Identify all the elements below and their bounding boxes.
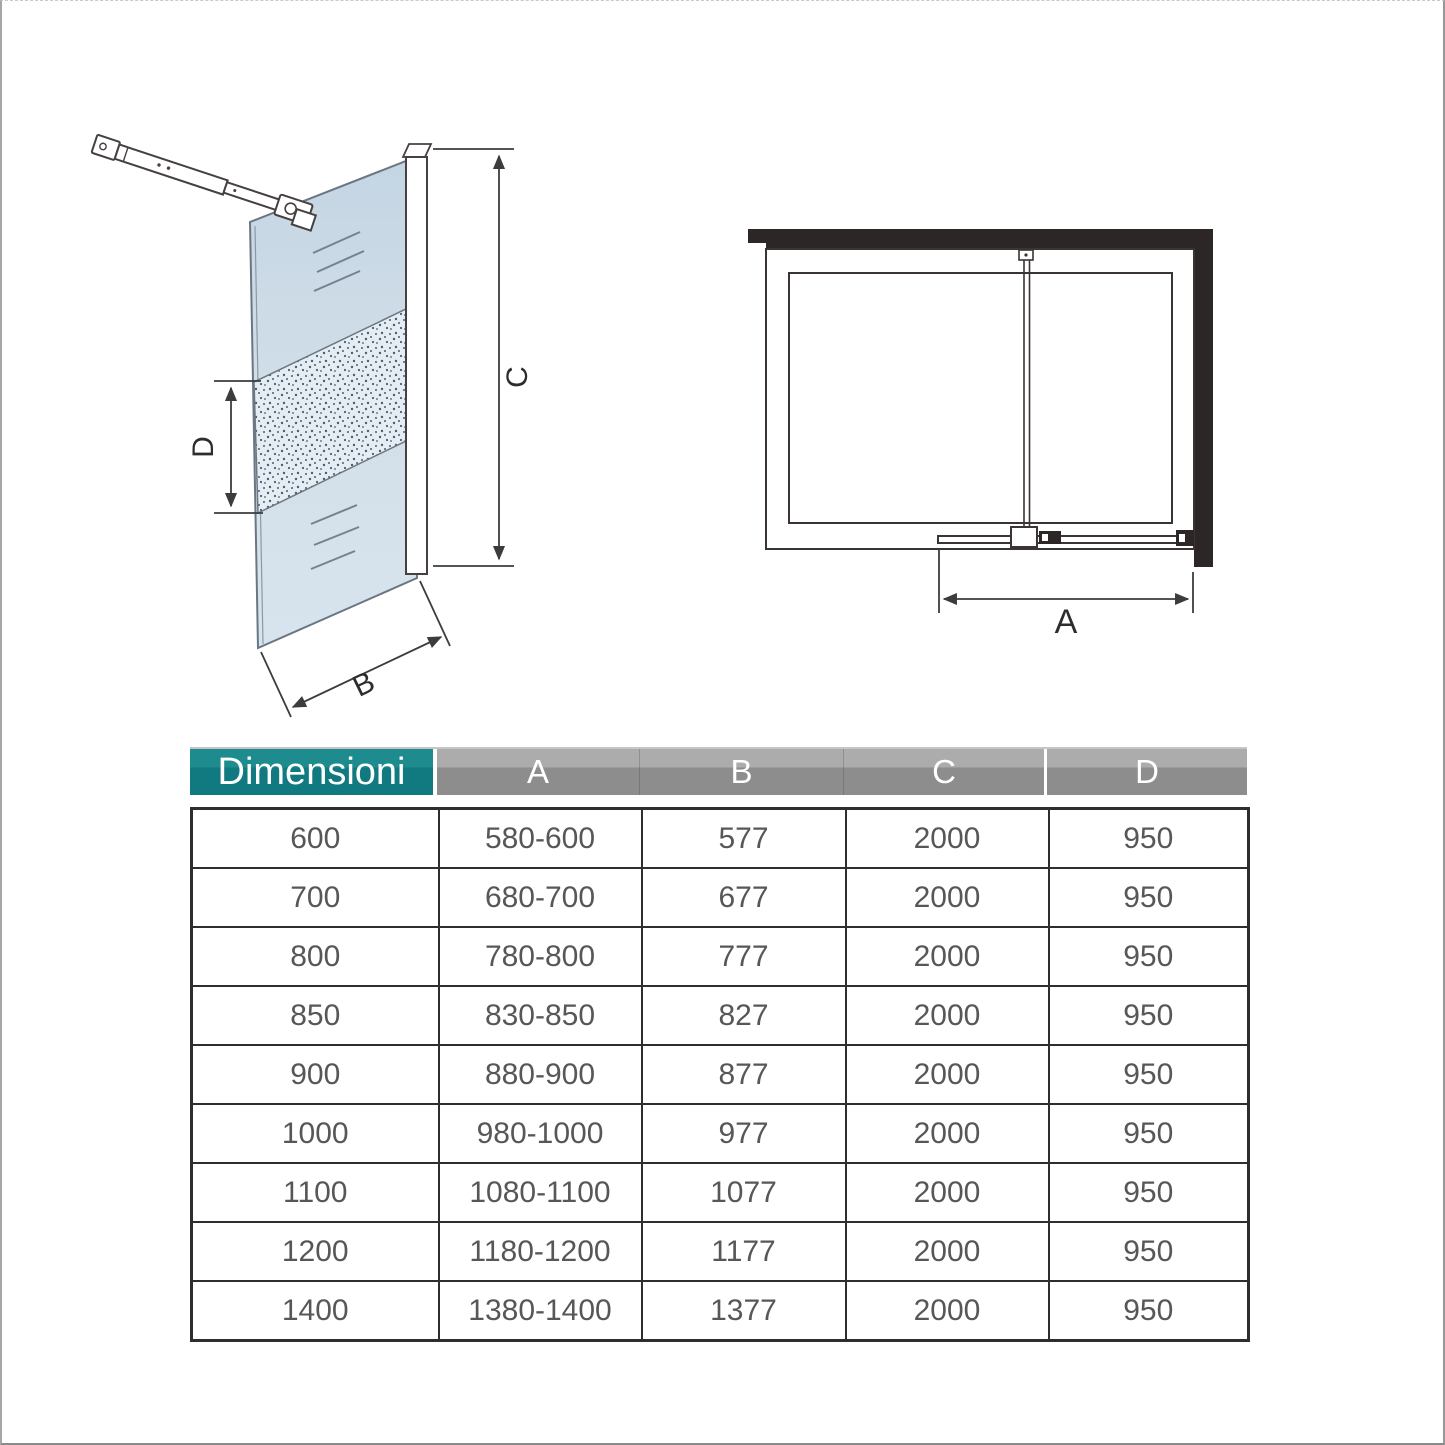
dimensions-table-body xyxy=(192,809,1249,1341)
dimension-c xyxy=(433,149,514,566)
table-cell: 877 xyxy=(642,1045,846,1104)
table-cell: 950 xyxy=(1049,986,1249,1045)
table-cell: 1200 xyxy=(192,1222,439,1281)
dimension-d-label: D xyxy=(187,436,220,458)
wall-top xyxy=(748,229,1213,249)
table-cell: 2000 xyxy=(846,1163,1049,1222)
table-cell: 2000 xyxy=(846,809,1049,869)
dimension-a-label: A xyxy=(1054,603,1078,641)
dimensions-table xyxy=(190,807,1250,1342)
table-row xyxy=(192,986,1249,1045)
table-cell: 950 xyxy=(1049,1281,1249,1341)
table-cell: 600 xyxy=(192,809,439,869)
table-cell: 2000 xyxy=(846,1281,1049,1341)
table-cell: 680-700 xyxy=(439,868,642,927)
table-row xyxy=(192,809,1249,869)
table-cell: 700 xyxy=(192,868,439,927)
table-cell: 980-1000 xyxy=(439,1104,642,1163)
dimension-c-label: C xyxy=(501,366,534,388)
table-cell: 1080-1100 xyxy=(439,1163,642,1222)
table-cell: 2000 xyxy=(846,1222,1049,1281)
table-cell: 1177 xyxy=(642,1222,846,1281)
table-cell: 2000 xyxy=(846,986,1049,1045)
table-cell: 950 xyxy=(1049,1045,1249,1104)
table-cell: 950 xyxy=(1049,1104,1249,1163)
table-title: Dimensioni xyxy=(190,749,437,795)
column-header-a: A xyxy=(437,749,640,795)
table-cell: 900 xyxy=(192,1045,439,1104)
table-row xyxy=(192,868,1249,927)
table-cell: 977 xyxy=(642,1104,846,1163)
table-row xyxy=(192,1281,1249,1341)
table-cell: 2000 xyxy=(846,868,1049,927)
table-cell: 1000 xyxy=(192,1104,439,1163)
table-cell: 1380-1400 xyxy=(439,1281,642,1341)
column-header-d: D xyxy=(1047,749,1247,795)
table-cell: 830-850 xyxy=(439,986,642,1045)
wall-profile xyxy=(403,144,431,574)
table-row xyxy=(192,1163,1249,1222)
table-row xyxy=(192,927,1249,986)
table-cell: 1077 xyxy=(642,1163,846,1222)
table-cell: 580-600 xyxy=(439,809,642,869)
table-cell: 880-900 xyxy=(439,1045,642,1104)
table-cell: 2000 xyxy=(846,927,1049,986)
table-cell: 950 xyxy=(1049,1222,1249,1281)
table-cell: 950 xyxy=(1049,927,1249,986)
shower-area-outline xyxy=(766,249,1194,549)
table-cell: 780-800 xyxy=(439,927,642,986)
table-cell: 1100 xyxy=(192,1163,439,1222)
table-cell: 850 xyxy=(192,986,439,1045)
wall-bracket-top-view xyxy=(1176,530,1194,546)
column-header-c: C xyxy=(844,749,1047,795)
table-cell: 1400 xyxy=(192,1281,439,1341)
table-header xyxy=(190,747,1247,795)
table-cell: 1377 xyxy=(642,1281,846,1341)
table-cell: 577 xyxy=(642,809,846,869)
wall-right xyxy=(1194,249,1213,567)
table-cell: 2000 xyxy=(846,1104,1049,1163)
top-view-drawing xyxy=(748,229,1213,641)
table-cell: 950 xyxy=(1049,868,1249,927)
table-row xyxy=(192,1222,1249,1281)
dimension-b-label: B xyxy=(347,665,381,704)
table-cell: 2000 xyxy=(846,1045,1049,1104)
table-cell: 1180-1200 xyxy=(439,1222,642,1281)
table-cell: 677 xyxy=(642,868,846,927)
table-cell: 800 xyxy=(192,927,439,986)
table-cell: 827 xyxy=(642,986,846,1045)
support-bar xyxy=(91,135,281,214)
glass-panel-top-view xyxy=(938,536,1192,543)
table-cell: 950 xyxy=(1049,1163,1249,1222)
table-cell: 777 xyxy=(642,927,846,986)
column-header-b: B xyxy=(640,749,844,795)
table-cell: 950 xyxy=(1049,809,1249,869)
table-row xyxy=(192,1045,1249,1104)
table-row xyxy=(192,1104,1249,1163)
front-view-drawing xyxy=(91,135,534,717)
